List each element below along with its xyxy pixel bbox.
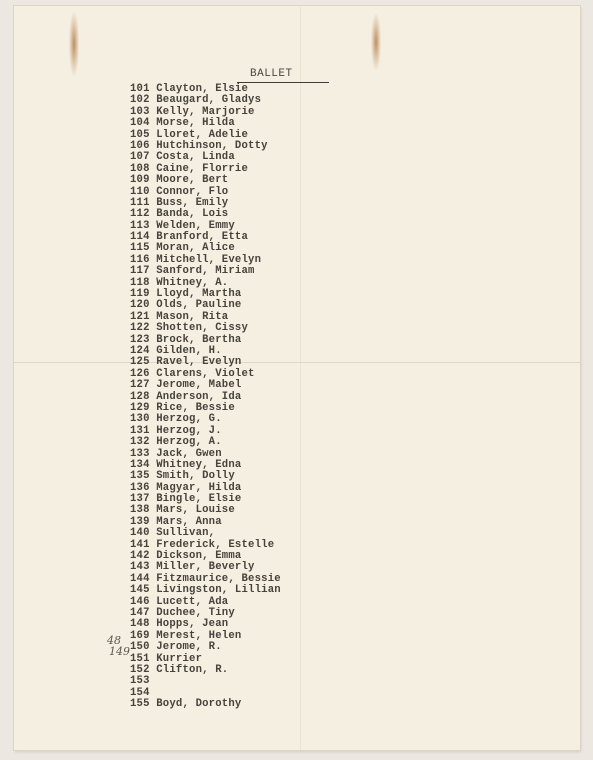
- list-item: 105 Lloret, Adelie: [130, 128, 249, 141]
- list-item: 116 Mitchell, Evelyn: [130, 253, 262, 266]
- list-item: 152 Clifton, R.: [130, 663, 229, 676]
- handwritten-note-148: 48: [107, 634, 121, 647]
- list-item: 138 Mars, Louise: [130, 504, 235, 517]
- list-item: 151 Kurrier: [130, 652, 203, 665]
- list-item: 169 Merest, Helen: [130, 629, 242, 642]
- list-item: 137 Bingle, Elsie: [130, 493, 242, 506]
- list-item: 141 Frederick, Estelle: [130, 538, 275, 551]
- list-item: 142 Dickson, Emma: [130, 550, 242, 563]
- list-item: 128 Anderson, Ida: [130, 390, 242, 403]
- list-item: 150 Jerome, R.: [130, 641, 222, 654]
- list-item: 148 Hopps, Jean: [130, 618, 229, 631]
- list-item: 114 Branford, Etta: [130, 231, 249, 244]
- handwritten-note-149: 149: [109, 645, 130, 658]
- list-item: 146 Lucett, Ada: [130, 595, 229, 608]
- list-item: 125 Ravel, Evelyn: [130, 356, 242, 369]
- list-item: 147 Duchee, Tiny: [130, 606, 235, 619]
- list-item: 153: [130, 675, 150, 688]
- list-item: 111 Buss, Emily: [130, 196, 229, 209]
- list-item: 122 Shotten, Cissy: [130, 322, 249, 335]
- list-item: 130 Herzog, G.: [130, 413, 222, 426]
- list-item: 127 Jerome, Mabel: [130, 379, 242, 392]
- list-item: 108 Caine, Florrie: [130, 162, 249, 175]
- list-item: 145 Livingston, Lillian: [130, 584, 281, 597]
- list-item: 135 Smith, Dolly: [130, 470, 235, 483]
- list-item: 103 Kelly, Marjorie: [130, 105, 255, 118]
- list-item: 140 Sullivan,: [130, 527, 216, 540]
- list-item: 155 Boyd, Dorothy: [130, 698, 242, 711]
- staple-rust-mark-right: [371, 14, 381, 70]
- list-item: 107 Costa, Linda: [130, 151, 235, 164]
- list-item: 133 Jack, Gwen: [130, 447, 222, 460]
- list-item: 139 Mars, Anna: [130, 515, 222, 528]
- list-item: 123 Brock, Bertha: [130, 333, 242, 346]
- list-item: 154: [130, 686, 150, 699]
- list-item: 134 Whitney, Edna: [130, 458, 242, 471]
- list-item: 126 Clarens, Violet: [130, 367, 255, 380]
- staple-rust-mark-left: [69, 12, 79, 76]
- list-item: 118 Whitney, A.: [130, 276, 229, 289]
- document-title: BALLET: [250, 68, 293, 80]
- list-item: 110 Connor, Flo: [130, 185, 229, 198]
- list-item: 109 Moore, Bert: [130, 174, 229, 187]
- list-item: 106 Hutchinson, Dotty: [130, 139, 268, 152]
- list-item: 104 Morse, Hilda: [130, 117, 235, 130]
- list-item: 124 Gilden, H.: [130, 344, 222, 357]
- title-underline: [237, 82, 329, 83]
- crease-line: [300, 6, 301, 750]
- list-item: 102 Beaugard, Gladys: [130, 94, 262, 107]
- list-item: 113 Welden, Emmy: [130, 219, 235, 232]
- list-item: 121 Mason, Rita: [130, 310, 229, 323]
- list-item: 136 Magyar, Hilda: [130, 481, 242, 494]
- list-item: 144 Fitzmaurice, Bessie: [130, 572, 281, 585]
- list-item: 129 Rice, Bessie: [130, 401, 235, 414]
- list-item: 115 Moran, Alice: [130, 242, 235, 255]
- list-item: 117 Sanford, Miriam: [130, 265, 255, 278]
- document-page: [14, 6, 580, 750]
- list-item: 119 Lloyd, Martha: [130, 288, 242, 301]
- list-item: 112 Banda, Lois: [130, 208, 229, 221]
- list-item: 132 Herzog, A.: [130, 436, 222, 449]
- list-item: 131 Herzog, J.: [130, 424, 222, 437]
- list-item: 143 Miller, Beverly: [130, 561, 255, 574]
- list-item: 120 Olds, Pauline: [130, 299, 242, 312]
- roster-list: [130, 84, 281, 710]
- list-item: 101 Clayton, Elsie: [130, 83, 249, 95]
- fold-line: [14, 362, 580, 363]
